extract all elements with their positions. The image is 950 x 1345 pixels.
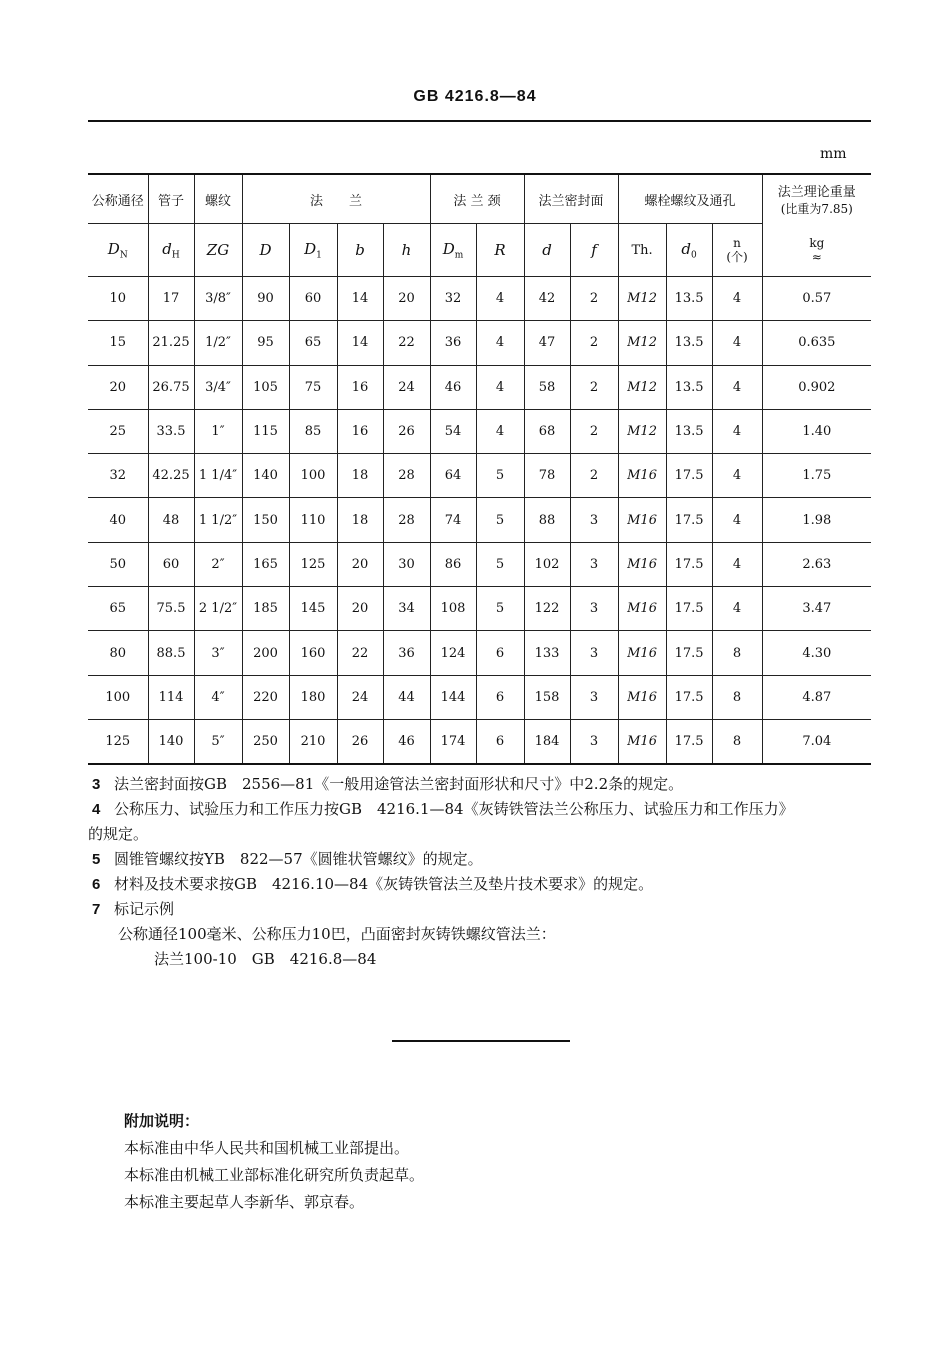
table-cell: 3 <box>570 498 618 542</box>
table-cell: 17.5 <box>666 719 712 764</box>
table-cell: 3.47 <box>762 587 871 631</box>
table-cell: 1 1/4″ <box>194 454 242 498</box>
table-cell: 22 <box>383 321 430 365</box>
symbol-b: b <box>337 224 383 277</box>
header-neck: 法 兰 颈 <box>430 174 524 224</box>
appendix-line: 本标准由机械工业部标准化研究所负责起草。 <box>124 1166 425 1184</box>
table-cell: 5 <box>476 542 524 586</box>
table-cell: 24 <box>337 675 383 719</box>
table-cell: 17.5 <box>666 631 712 675</box>
table-row <box>88 498 871 542</box>
note-number: 7 <box>92 901 101 918</box>
table-cell: 2 <box>570 321 618 365</box>
table-cell: 14 <box>337 321 383 365</box>
table-row <box>88 321 871 365</box>
table-cell: 95 <box>242 321 289 365</box>
symbol-dh: $d_H$ <box>148 224 194 277</box>
header-weight-note: (比重为7.85) <box>780 202 853 217</box>
table-cell: 250 <box>242 719 289 764</box>
header-thread: 螺纹 <box>194 174 242 224</box>
table-cell: M16 <box>618 631 666 675</box>
table-cell: 5″ <box>194 719 242 764</box>
table-cell: 32 <box>430 277 476 321</box>
table-cell: 17 <box>148 277 194 321</box>
table-cell: 25 <box>88 409 148 453</box>
table-cell: 4 <box>712 321 762 365</box>
table-cell: 158 <box>524 675 570 719</box>
table-cell: 160 <box>289 631 337 675</box>
header-rule <box>88 120 871 122</box>
table-cell: 4 <box>476 409 524 453</box>
note-text: 圆锥管螺纹按YB 822—57《圆锥状管螺纹》的规定。 <box>114 850 483 868</box>
table-cell: 140 <box>242 454 289 498</box>
section-separator <box>392 1040 570 1042</box>
table-cell: 4.30 <box>762 631 871 675</box>
table-cell: 75.5 <box>148 587 194 631</box>
table-cell: 65 <box>289 321 337 365</box>
table-row <box>88 631 871 675</box>
table-cell: M12 <box>618 409 666 453</box>
table-cell: 30 <box>383 542 430 586</box>
table-cell: 13.5 <box>666 409 712 453</box>
table-cell: 13.5 <box>666 365 712 409</box>
table-cell: 4 <box>476 321 524 365</box>
table-cell: 102 <box>524 542 570 586</box>
table-cell: 4″ <box>194 675 242 719</box>
table-cell: 20 <box>88 365 148 409</box>
table-cell: 8 <box>712 675 762 719</box>
table-cell: 105 <box>242 365 289 409</box>
note-line <box>88 822 882 847</box>
note-number: 6 <box>92 876 101 893</box>
note-number: 4 <box>92 801 101 818</box>
table-cell: 28 <box>383 498 430 542</box>
table-cell: 4 <box>712 587 762 631</box>
table-cell: 115 <box>242 409 289 453</box>
table-cell: 3″ <box>194 631 242 675</box>
table-cell: 20 <box>337 587 383 631</box>
header-weight <box>762 174 871 224</box>
table-cell: 44 <box>383 675 430 719</box>
symbol-n: n (个) <box>712 224 762 277</box>
table-cell: 64 <box>430 454 476 498</box>
table-row <box>88 277 871 321</box>
table-cell: 42.25 <box>148 454 194 498</box>
table-cell: 75 <box>289 365 337 409</box>
table-cell: 184 <box>524 719 570 764</box>
table-cell: 7.04 <box>762 719 871 764</box>
table-cell: 1/2″ <box>194 321 242 365</box>
table-cell: 18 <box>337 498 383 542</box>
table-cell: 14 <box>337 277 383 321</box>
example-line-2: 法兰100-10 GB 4216.8—84 <box>154 950 377 968</box>
table-cell: 15 <box>88 321 148 365</box>
note-number: 5 <box>92 851 101 868</box>
unit-label: mm <box>820 146 847 162</box>
table-cell: 6 <box>476 719 524 764</box>
table-cell: 4 <box>476 365 524 409</box>
document-code-header: GB 4216.8—84 <box>413 88 537 105</box>
table-cell: 2.63 <box>762 542 871 586</box>
table-cell: 3/8″ <box>194 277 242 321</box>
table-cell: 2″ <box>194 542 242 586</box>
table-cell: 5 <box>476 454 524 498</box>
table-cell: 4.87 <box>762 675 871 719</box>
table-cell: 80 <box>88 631 148 675</box>
table-cell: 165 <box>242 542 289 586</box>
table-cell: 88 <box>524 498 570 542</box>
table-cell: 90 <box>242 277 289 321</box>
table-cell: 34 <box>383 587 430 631</box>
table-cell: 185 <box>242 587 289 631</box>
header-dn: 公称通径 <box>88 174 148 224</box>
table-cell: 122 <box>524 587 570 631</box>
appendix-line: 本标准主要起草人李新华、郭京春。 <box>124 1193 365 1211</box>
table-cell: 4 <box>476 277 524 321</box>
table-cell: 60 <box>148 542 194 586</box>
table-cell: 210 <box>289 719 337 764</box>
appendix-title: 附加说明： <box>124 1113 200 1130</box>
header-pipe: 管子 <box>148 174 194 224</box>
table-cell: M16 <box>618 587 666 631</box>
note-line <box>92 847 882 872</box>
table-cell: 88.5 <box>148 631 194 675</box>
table-row <box>88 542 871 586</box>
symbol-th: Th. <box>618 224 666 277</box>
table-cell: 114 <box>148 675 194 719</box>
table-cell: 17.5 <box>666 454 712 498</box>
table-cell: 1 1/2″ <box>194 498 242 542</box>
header-seal: 法兰密封面 <box>524 174 618 224</box>
table-cell: 78 <box>524 454 570 498</box>
table-cell: 150 <box>242 498 289 542</box>
note-text: 的规定。 <box>88 825 149 843</box>
table-cell: 20 <box>383 277 430 321</box>
table-cell: 26 <box>383 409 430 453</box>
appendix-section <box>124 1108 424 1216</box>
table-cell: 5 <box>476 498 524 542</box>
table-cell: 17.5 <box>666 498 712 542</box>
note-text: 公称压力、试验压力和工作压力按GB 4216.1—84《灰铸铁管法兰公称压力、试验压力和工作压力》 <box>114 800 794 818</box>
table-cell: 46 <box>430 365 476 409</box>
table-cell: 33.5 <box>148 409 194 453</box>
table-cell: 1.75 <box>762 454 871 498</box>
note-number: 3 <box>92 776 101 793</box>
table-cell: 180 <box>289 675 337 719</box>
table-cell: 220 <box>242 675 289 719</box>
table-cell: 4 <box>712 409 762 453</box>
table-cell: 3/4″ <box>194 365 242 409</box>
symbol-zg: ZG <box>194 224 242 277</box>
table-cell: 3 <box>570 631 618 675</box>
appendix-line: 本标准由中华人民共和国机械工业部提出。 <box>124 1139 410 1157</box>
table-cell: M12 <box>618 277 666 321</box>
table-cell: 68 <box>524 409 570 453</box>
symbol-Dm: $D_m$ <box>430 224 476 277</box>
table-cell: 174 <box>430 719 476 764</box>
symbol-R: R <box>476 224 524 277</box>
notes-section <box>88 772 882 922</box>
table-cell: 145 <box>289 587 337 631</box>
symbol-h: h <box>383 224 430 277</box>
table-cell: 6 <box>476 675 524 719</box>
table-cell: 8 <box>712 719 762 764</box>
example-line-1: 公称通径100毫米、公称压力10巴，凸面密封灰铸铁螺纹管法兰： <box>118 925 556 943</box>
table-cell: 0.635 <box>762 321 871 365</box>
table-cell: 108 <box>430 587 476 631</box>
header-bolt: 螺栓螺纹及通孔 <box>618 174 762 224</box>
table-body <box>88 277 871 765</box>
table-cell: 6 <box>476 631 524 675</box>
table-cell: 1.98 <box>762 498 871 542</box>
table-cell: 47 <box>524 321 570 365</box>
table-cell: 3 <box>570 587 618 631</box>
table-cell: 85 <box>289 409 337 453</box>
symbol-dn: $D_N$ <box>88 224 148 277</box>
table-cell: 125 <box>289 542 337 586</box>
symbol-D1: $D_1$ <box>289 224 337 277</box>
table-cell: 60 <box>289 277 337 321</box>
table-cell: 36 <box>383 631 430 675</box>
table-cell: 54 <box>430 409 476 453</box>
symbol-kg: kg ≈ <box>762 224 871 277</box>
table-cell: 21.25 <box>148 321 194 365</box>
note-text: 法兰密封面按GB 2556—81《一般用途管法兰密封面形状和尺寸》中2.2条的规定。 <box>114 775 684 793</box>
table-cell: 58 <box>524 365 570 409</box>
table-cell: 32 <box>88 454 148 498</box>
table-cell: 40 <box>88 498 148 542</box>
table-cell: 36 <box>430 321 476 365</box>
table-cell: M16 <box>618 542 666 586</box>
table-cell: 3 <box>570 719 618 764</box>
table-cell: 4 <box>712 542 762 586</box>
table-row <box>88 454 871 498</box>
table-cell: 24 <box>383 365 430 409</box>
table-cell: 65 <box>88 587 148 631</box>
table-cell: 17.5 <box>666 587 712 631</box>
example-section <box>92 922 882 972</box>
note-line <box>92 797 882 822</box>
table-cell: 13.5 <box>666 277 712 321</box>
table-cell: 133 <box>524 631 570 675</box>
symbol-f: f <box>570 224 618 277</box>
table-cell: 8 <box>712 631 762 675</box>
table-cell: 46 <box>383 719 430 764</box>
table-cell: 16 <box>337 365 383 409</box>
table-cell: 2 <box>570 454 618 498</box>
table-cell: 4 <box>712 277 762 321</box>
header-flange: 法 兰 <box>242 174 430 224</box>
table-cell: 0.902 <box>762 365 871 409</box>
table-cell: 1.40 <box>762 409 871 453</box>
table-cell: M16 <box>618 675 666 719</box>
table-cell: 18 <box>337 454 383 498</box>
note-line <box>92 772 882 797</box>
table-cell: 48 <box>148 498 194 542</box>
note-line <box>92 897 882 922</box>
table-cell: 20 <box>337 542 383 586</box>
table-cell: 2 <box>570 277 618 321</box>
table-cell: M16 <box>618 498 666 542</box>
table-cell: M12 <box>618 365 666 409</box>
note-text: 材料及技术要求按GB 4216.10—84《灰铸铁管法兰及垫片技术要求》的规定。 <box>114 875 654 893</box>
table-cell: 1″ <box>194 409 242 453</box>
table-cell: M12 <box>618 321 666 365</box>
flange-dimension-table <box>88 173 871 765</box>
table-row <box>88 587 871 631</box>
table-cell: 2 1/2″ <box>194 587 242 631</box>
table-cell: 125 <box>88 719 148 764</box>
table-cell: 200 <box>242 631 289 675</box>
table-cell: 13.5 <box>666 321 712 365</box>
table-cell: 86 <box>430 542 476 586</box>
table-cell: 100 <box>88 675 148 719</box>
table-cell: 74 <box>430 498 476 542</box>
table-cell: 10 <box>88 277 148 321</box>
table-cell: 0.57 <box>762 277 871 321</box>
table-cell: 4 <box>712 365 762 409</box>
table-cell: 17.5 <box>666 675 712 719</box>
symbol-D: D <box>242 224 289 277</box>
header-weight-title: 法兰理论重量 <box>777 185 856 201</box>
table-cell: M16 <box>618 454 666 498</box>
table-cell: 124 <box>430 631 476 675</box>
table-cell: 4 <box>712 454 762 498</box>
table-row <box>88 365 871 409</box>
table-cell: 110 <box>289 498 337 542</box>
table-row <box>88 409 871 453</box>
table-cell: 4 <box>712 498 762 542</box>
table-cell: 50 <box>88 542 148 586</box>
table-cell: 3 <box>570 542 618 586</box>
note-text: 标记示例 <box>114 900 175 918</box>
table-cell: 26.75 <box>148 365 194 409</box>
table-cell: 16 <box>337 409 383 453</box>
table-row <box>88 719 871 764</box>
table-cell: 42 <box>524 277 570 321</box>
table-cell: 26 <box>337 719 383 764</box>
table-cell: 100 <box>289 454 337 498</box>
table-cell: 3 <box>570 675 618 719</box>
table-cell: 28 <box>383 454 430 498</box>
table-cell: 22 <box>337 631 383 675</box>
table-cell: 144 <box>430 675 476 719</box>
symbol-d: d <box>524 224 570 277</box>
table-cell: 5 <box>476 587 524 631</box>
table-cell: 2 <box>570 409 618 453</box>
table-row <box>88 675 871 719</box>
table-cell: 2 <box>570 365 618 409</box>
table-cell: 17.5 <box>666 542 712 586</box>
symbol-d0: $d_0$ <box>666 224 712 277</box>
note-line <box>92 872 882 897</box>
table-cell: 140 <box>148 719 194 764</box>
table-cell: M16 <box>618 719 666 764</box>
